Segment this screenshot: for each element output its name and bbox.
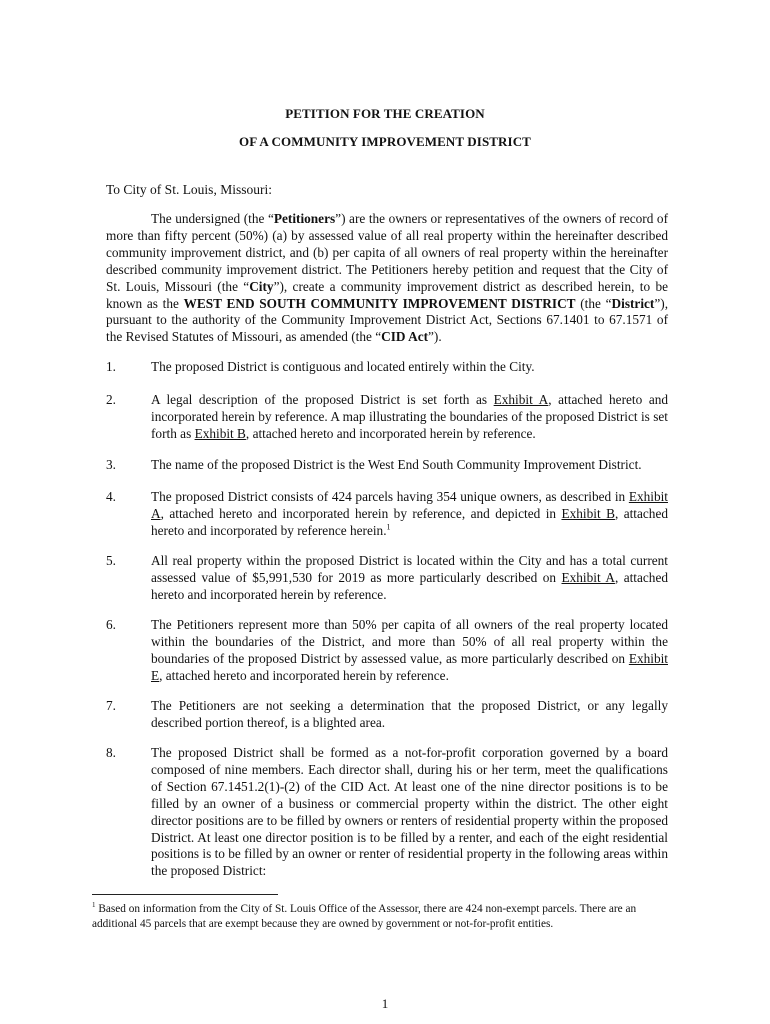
district-name: WEST END SOUTH COMMUNITY IMPROVEMENT DISTRICT bbox=[183, 295, 576, 311]
exhibit-b-reference: Exhibit B bbox=[194, 425, 246, 441]
term-petitioners: Petitioners bbox=[273, 211, 336, 226]
exhibit-a-reference: Exhibit A bbox=[493, 392, 549, 407]
footnote-divider bbox=[92, 894, 278, 895]
numbered-item-4 bbox=[106, 489, 668, 540]
document-title-line-2: OF A COMMUNITY IMPROVEMENT DISTRICT bbox=[239, 134, 531, 149]
document-title-line-1: PETITION FOR THE CREATION bbox=[285, 106, 485, 121]
term-city: City bbox=[249, 278, 274, 294]
numbered-item-6 bbox=[106, 617, 668, 685]
numbered-item-5 bbox=[106, 553, 668, 604]
item-number: 3. bbox=[106, 457, 116, 472]
footnote-mark: 1 bbox=[92, 901, 96, 910]
item-text: The Petitioners represent more than 50% per capita of all owners of the real property located within the boundaries of the District, and more than 50% of all real property within the boundaries of the proposed District by assessed value, as more particularly described on Exhibit E, attached hereto and incorporated herein by reference. bbox=[151, 617, 668, 683]
footnote bbox=[92, 902, 668, 932]
item-number: 8. bbox=[106, 745, 116, 760]
item-text: The name of the proposed District is the West End South Community Improvement District. bbox=[151, 457, 642, 472]
numbered-item-7 bbox=[106, 698, 668, 732]
item-number: 6. bbox=[106, 617, 116, 632]
item-number: 1. bbox=[106, 359, 116, 374]
item-number: 2. bbox=[106, 392, 116, 407]
intro-paragraph: The undersigned (the “Petitioners”) are the owners or representatives of the owners of record of more than fifty percent (50%) (a) by assessed value of all real property within the hereinafter described community improvement district, and (b) per capita of all owners of real property within the hereinafter described community improvement district. The Petitioners hereby petition and request that the City of St. Louis, Missouri (the “City”), create a community improvement district as described herein, to be known as the WEST END SOUTH COMMUNITY IMPROVEMENT DISTRICT (the “District”), pursuant to the authority of the Community Improvement District Act, Sections 67.1401 to 67.1571 of the Revised Statutes of Missouri, as amended (the “CID Act”). bbox=[106, 211, 669, 345]
footnote-reference: 1 bbox=[386, 522, 391, 532]
numbered-item-8 bbox=[106, 745, 668, 880]
numbered-item-3 bbox=[106, 457, 668, 474]
item-text: A legal description of the proposed District is set forth as Exhibit A, attached hereto and incorporated herein by reference. A map illustrating the boundaries of the proposed District is set forth as Exhibit B, attached hereto and incorporated herein by reference. bbox=[151, 392, 669, 441]
item-text: All real property within the proposed District is located within the City and has a total current assessed value of $5,991,530 for 2019 as more particularly described on Exhibit A, attached hereto and incorporated herein by reference. bbox=[151, 553, 668, 602]
item-number: 5. bbox=[106, 553, 116, 568]
item-number: 7. bbox=[106, 698, 116, 713]
item-text: The proposed District consists of 424 parcels having 354 unique owners, as described in Exhibit A, attached hereto and incorporated herein by reference, and depicted in Exhibit B, attached hereto and incorporated by reference herein.$^1$ bbox=[151, 489, 668, 538]
page-number: 1 bbox=[381, 996, 389, 1011]
term-cid-act: CID Act bbox=[381, 329, 429, 345]
exhibit-a-reference: Exhibit A bbox=[561, 569, 615, 585]
item-text: The Petitioners are not seeking a determination that the proposed District, or any legally described portion thereof, is a blighted area. bbox=[151, 698, 668, 730]
item-text: The proposed District is contiguous and located entirely within the City. bbox=[151, 359, 535, 374]
item-number: 4. bbox=[106, 489, 116, 504]
term-district: District bbox=[611, 295, 655, 311]
numbered-item-1 bbox=[106, 359, 668, 376]
exhibit-e-reference: Exhibit E bbox=[151, 650, 668, 683]
footnote-text: Based on information from the City of St. Louis Office of the Assessor, there are 424 non-exempt parcels. There are an additional 45 parcels that are exempt because they are owned by government or not-for-profit entities. bbox=[92, 903, 637, 930]
salutation: To City of St. Louis, Missouri: bbox=[106, 182, 272, 197]
numbered-item-2 bbox=[106, 392, 668, 443]
exhibit-b-reference: Exhibit B bbox=[561, 505, 615, 521]
exhibit-a-reference: Exhibit A bbox=[151, 489, 668, 521]
item-text: The proposed District shall be formed as a not-for-profit corporation governed by a board composed of nine members. Each director shall, during his or her term, meet the qualifications of Section 67.1451.2(1)-(2) of the CID Act. At least one of the nine director positions is to be filled by an owner of a business or commercial property within the district. The other eight director positions are to be filled by owners or renters of residential property within the proposed District. At least one director position is to be filled by a renter, and each of the eight residential positions is to be filled by an owner or renter of residential property in the following areas within the proposed District: bbox=[151, 745, 668, 879]
